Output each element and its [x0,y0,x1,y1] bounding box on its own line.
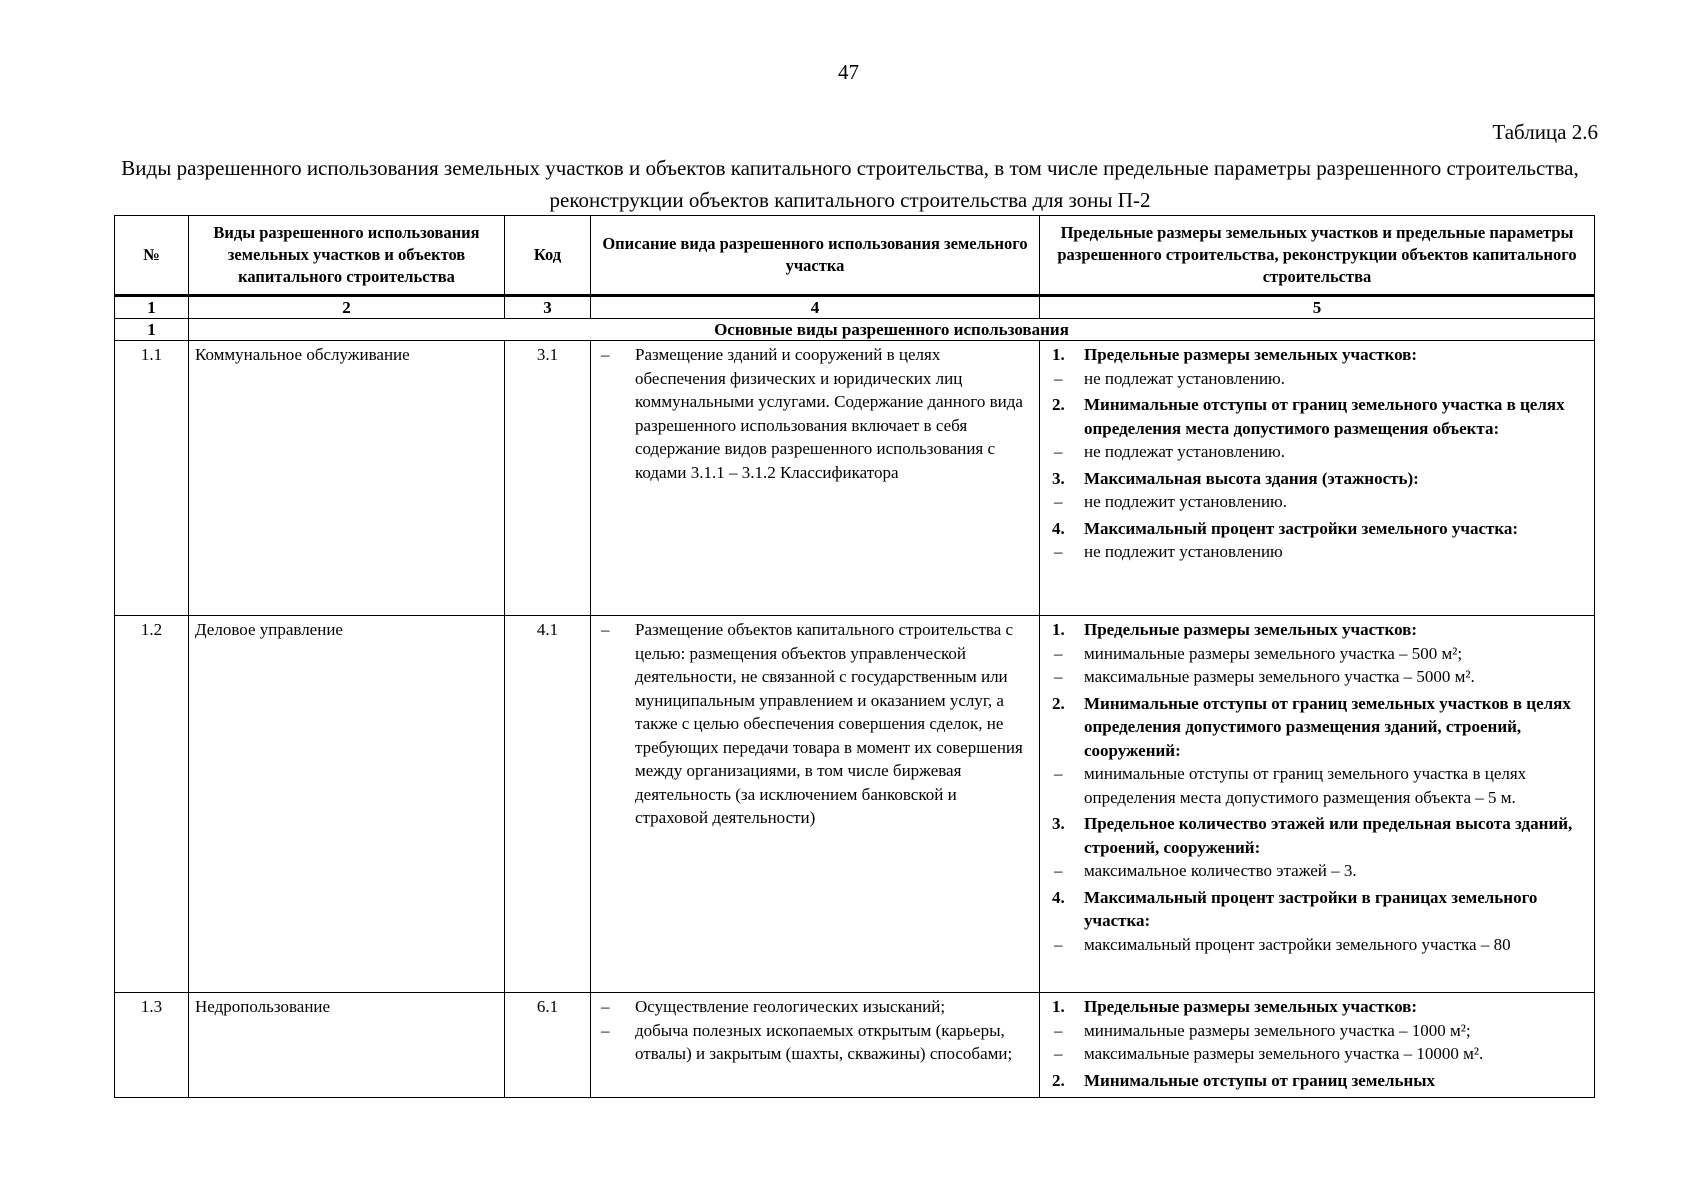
row-number: 1.1 [115,341,189,616]
limit-number: 3. [1052,814,1065,833]
description-item [597,618,1033,830]
limit-block [1046,812,1588,883]
limit-block [1046,1069,1588,1093]
limit-heading [1046,618,1588,642]
dash-marker: – [1054,764,1063,783]
limit-block [1046,995,1588,1066]
header-name: Виды разрешенного использования земельных участков и объектов капитального строительства [189,216,505,296]
use-code: 3.1 [505,341,591,616]
page-number: 47 [838,60,859,84]
dash-marker: – [1054,1020,1063,1040]
header-code: Код [505,216,591,296]
limit-text: не подлежат установлению. [1084,442,1286,461]
limit-number: 1. [1052,345,1065,364]
limit-block [1046,517,1588,564]
table-label: Таблица 2.6 [1492,120,1598,144]
column-number: 5 [1040,296,1595,319]
limit-text: максимальные размеры земельного участка – 10000 м². [1084,1044,1484,1063]
table-row [115,616,1595,993]
limit-block [1046,886,1588,957]
limit-text: не подлежит установлению [1084,542,1283,561]
description-text: Осуществление геологических изысканий; [635,997,946,1016]
column-number: 4 [591,296,1040,319]
use-type-name: Коммунальное обслуживание [189,341,505,616]
row-number: 1.3 [115,993,189,1098]
limit-number: 4. [1052,518,1065,538]
limit-text: минимальные размеры земельного участка – 500 м²; [1084,643,1463,663]
limit-heading [1046,517,1588,541]
land-use-table [114,215,1595,1098]
dash-marker: – [601,345,610,364]
column-number: 1 [115,296,189,319]
limit-title: Максимальный процент застройки земельного участка: [1084,518,1519,538]
limit-number: 4. [1052,887,1065,907]
use-description [591,993,1040,1098]
limit-item [1046,440,1588,464]
limit-item [1046,1019,1588,1043]
limit-item [1046,367,1588,391]
limit-text: максимальное количество этажей – 3. [1084,861,1357,880]
limit-heading [1046,1069,1588,1093]
limit-item [1046,1042,1588,1066]
limit-text: минимальные размеры земельного участка – 1000 м²; [1084,1020,1471,1040]
section-row [115,319,1595,341]
limit-text: максимальные размеры земельного участка – 5000 м². [1084,667,1475,686]
limit-text: не подлежит установлению. [1084,492,1288,511]
limit-number: 2. [1052,1070,1065,1090]
header-limits: Предельные размеры земельных участков и предельные параметры разрешенного строительства, реконструкции объектов капитального строительства [1040,216,1595,296]
dash-marker: – [1054,368,1063,388]
description-item [597,995,1033,1019]
limit-number: 2. [1052,693,1065,713]
dash-marker: – [601,620,610,639]
description-item [597,1019,1033,1066]
limit-number: 3. [1052,468,1065,488]
use-code: 4.1 [505,616,591,993]
use-code: 6.1 [505,993,591,1098]
limit-title: Предельные размеры земельных участков: [1084,345,1418,364]
column-number: 3 [505,296,591,319]
limit-heading [1046,995,1588,1019]
dash-marker: – [1054,861,1063,880]
limit-block [1046,467,1588,514]
description-text: Размещение объектов капитального строительства с целью: размещения объектов управленческой деятельности, не связанной с государственным или муниципальным управлением и оказанием услуг, а также с целью обеспечения совершения сделок, не требующих передачи товара в момент их совершения между организациями, в том числе биржевая деятельность (за исключением банковской и страховой деятельности) [635,620,1023,827]
table-row [115,341,1595,616]
section-number: 1 [115,319,189,341]
limit-block [1046,393,1588,464]
limit-heading [1046,812,1588,859]
use-type-name: Деловое управление [189,616,505,993]
header-row [115,216,1595,296]
limit-item [1046,665,1588,689]
limit-text: не подлежат установлению. [1084,368,1286,388]
dash-marker: – [1054,934,1063,954]
dash-marker: – [601,997,610,1016]
dash-marker: – [601,1020,610,1040]
limit-title: Минимальные отступы от границ земельного участка в целях определения места допустимого размещения объекта: [1084,395,1565,438]
description-item [597,343,1033,484]
limit-title: Максимальный процент застройки в границах земельного участка: [1084,887,1538,930]
limit-heading [1046,393,1588,440]
dash-marker: – [1054,667,1063,686]
limit-title: Минимальные отступы от границ земельных участков в целях определения допустимого размещения зданий, строений, сооружений: [1084,693,1571,760]
limit-heading [1046,692,1588,763]
limit-item [1046,490,1588,514]
limit-item [1046,540,1588,564]
limit-item [1046,642,1588,666]
use-type-name: Недропользование [189,993,505,1098]
use-description [591,616,1040,993]
limits-cell [1040,616,1595,993]
limit-text: минимальные отступы от границ земельного участка в целях определения места допустимого размещения объекта – 5 м. [1084,764,1527,807]
limit-block [1046,618,1588,689]
dash-marker: – [1054,492,1063,511]
limit-heading [1046,467,1588,491]
limit-number: 2. [1052,395,1065,414]
limit-block [1046,343,1588,390]
header-no: № [115,216,189,296]
limit-item [1046,762,1588,809]
limit-title: Предельные размеры земельных участков: [1084,997,1418,1016]
limit-item [1046,933,1588,957]
limits-cell [1040,341,1595,616]
limit-title: Предельное количество этажей или предельная высота зданий, строений, сооружений: [1084,814,1573,857]
limit-title: Предельные размеры земельных участков: [1084,620,1418,639]
dash-marker: – [1054,442,1063,461]
table-title: Виды разрешенного использования земельных участков и объектов капитального строительства, в том числе предельные параметры разрешенного строительства, реконструкции объектов капитального строительства для зоны П-2 [121,156,1579,212]
limit-item [1046,859,1588,883]
dash-marker: – [1054,542,1063,561]
description-text: добыча полезных ископаемых открытым (карьеры, отвалы) и закрытым (шахты, скважины) способами; [635,1020,1013,1063]
description-text: Размещение зданий и сооружений в целях обеспечения физических и юридических лиц коммунальными услугами. Содержание данного вида разрешенного использования включает в себя содержание видов разрешенного использования с кодами 3.1.1 – 3.1.2 Классификатора [635,345,1023,482]
limit-title: Минимальные отступы от границ земельных [1084,1070,1436,1090]
column-number-row [115,296,1595,319]
limit-heading [1046,343,1588,367]
dash-marker: – [1054,643,1063,663]
limit-title: Максимальная высота здания (этажность): [1084,468,1419,488]
limit-block [1046,692,1588,810]
header-description: Описание вида разрешенного использования земельного участка [591,216,1040,296]
row-number: 1.2 [115,616,189,993]
section-label: Основные виды разрешенного использования [189,319,1595,341]
column-number: 2 [189,296,505,319]
table-row [115,993,1595,1098]
limit-number: 1. [1052,620,1065,639]
dash-marker: – [1054,1044,1063,1063]
limits-cell [1040,993,1595,1098]
limit-heading [1046,886,1588,933]
use-description [591,341,1040,616]
limit-number: 1. [1052,997,1065,1016]
limit-text: максимальный процент застройки земельного участка – 80 [1084,934,1511,954]
